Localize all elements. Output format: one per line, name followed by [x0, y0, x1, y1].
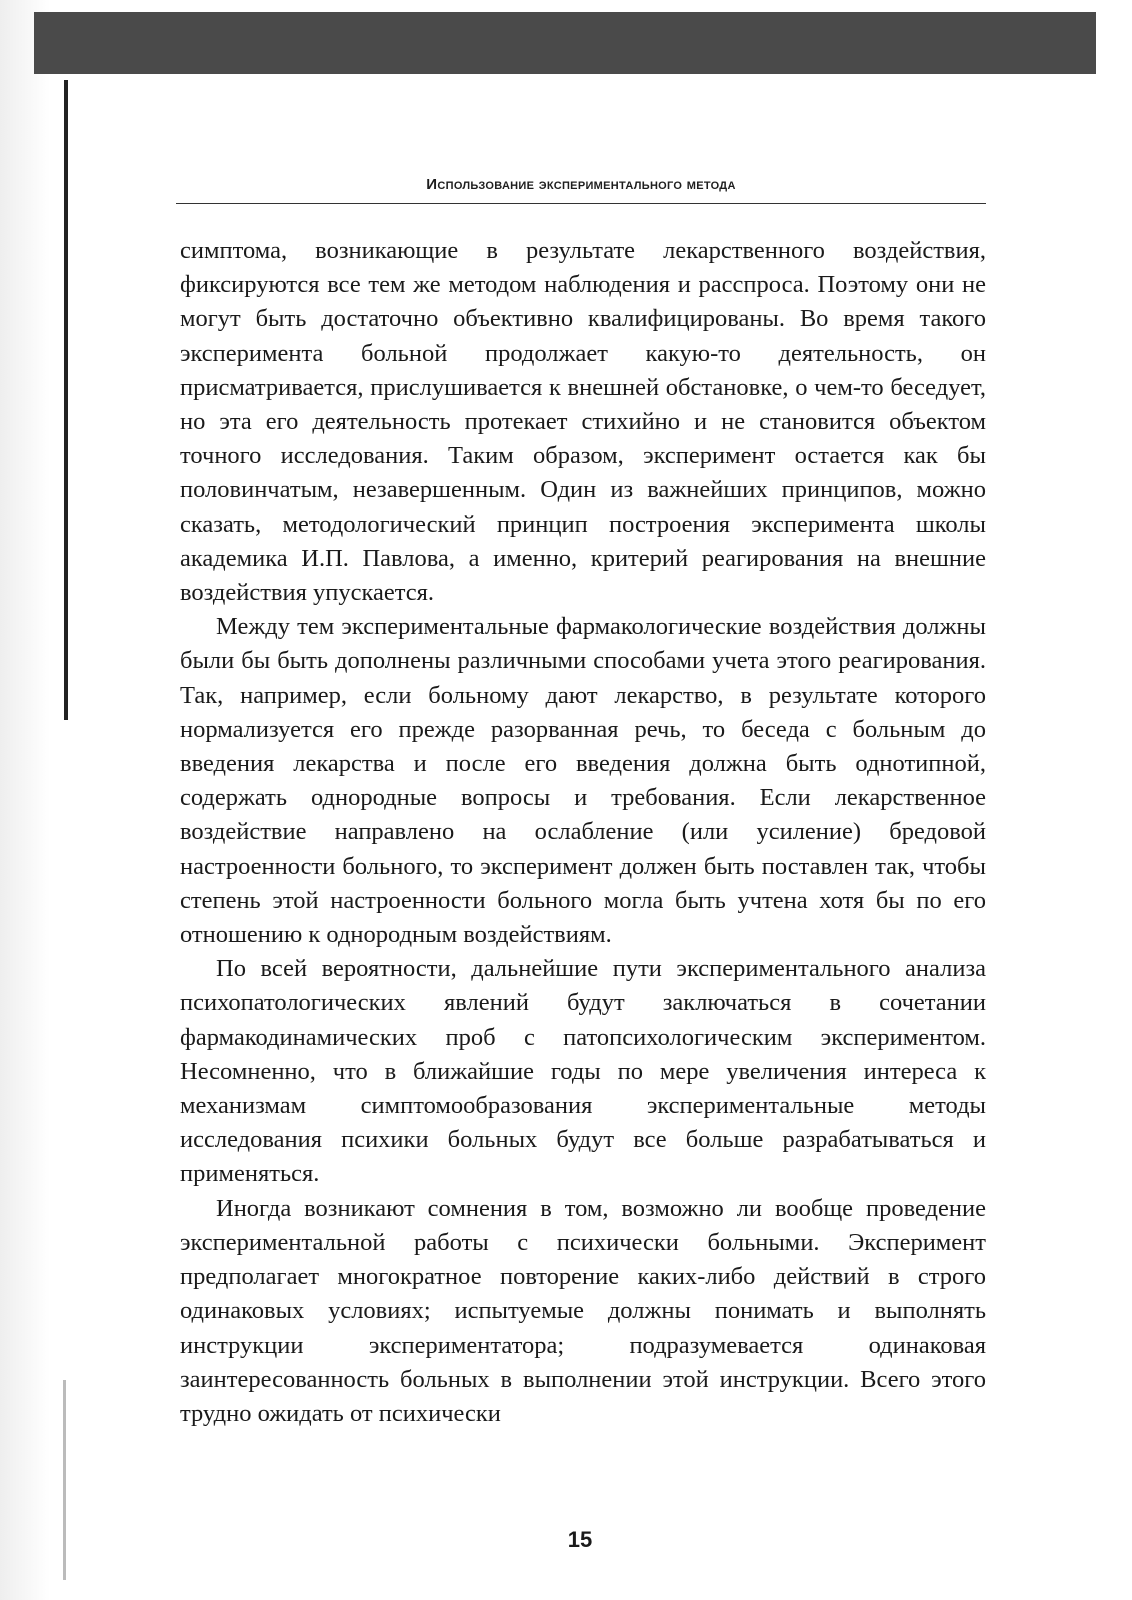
spine-edge-line: [64, 80, 68, 720]
paragraph-continued: симптома, возникающие в результате лекарственного воздействия, фиксируются все тем же методом наблюдения и расспроса. Поэтому они не могут быть достаточно объективно квалифицированы. Во время такого эксперимента больной продолжает какую-то деятельность, он присматривается, прислушивается к внешней обстановке, о чем-то беседует, но эта его деятельность протекает стихийно и не становится объектом точного исследования. Таким образом, эксперимент остается как бы половинчатым, незавершенным. Один из важнейших принципов, можно сказать, методологический принцип построения эксперимента школы академика И.П. Павлова, а именно, критерий реагирования на внешние воздействия упускается.: [180, 237, 986, 607]
paragraph: Между тем экспериментальные фармакологические воздействия должны были бы быть дополнены различными способами учета этого реагирования. Так, например, если больному дают лекарство, в результате которого нормализуется его прежде разорванная речь, то беседа с больным до введения лекарства и после его введения должна быть однотипной, содержать однородные вопросы и требования. Если лекарственное воздействие направлено на ослабление (или усиление) бредовой настроенности больного, то эксперимент должен быть поставлен так, чтобы степень этой настроенности больного могла быть учтена хотя бы по его отношению к однородным воздействиям.: [180, 613, 986, 949]
body-text: [180, 234, 986, 1431]
spine-edge-line-lower: [63, 1380, 66, 1580]
page-number: 15: [567, 1527, 593, 1552]
header-rule: [176, 203, 986, 204]
paragraph: По всей вероятности, дальнейшие пути экспериментального анализа психопатологических явлений будут заключаться в сочетании фармакодинамических проб с патопсихологическим экспериментом. Несомненно, что в ближайшие годы по мере увеличения интереса к механизмам симптомообразования экспериментальные методы исследования психики больных будут все больше разрабатываться и применяться.: [180, 955, 986, 1188]
paragraph: Иногда возникают сомнения в том, возможно ли вообще проведение экспериментальной работы с психически больными. Эксперимент предполагает многократное повторение каких-либо действий в строго одинаковых условиях; испытуемые должны понимать и выполнять инструкции экспериментатора; подразумевается одинаковая заинтересованность больных в выполнении этой инструкции. Всего этого трудно ожидать от психически: [180, 1194, 986, 1427]
page-spine-shadow: [0, 0, 50, 1600]
running-head: Использование экспериментального метода: [426, 176, 736, 193]
scan-top-band: [34, 12, 1096, 74]
